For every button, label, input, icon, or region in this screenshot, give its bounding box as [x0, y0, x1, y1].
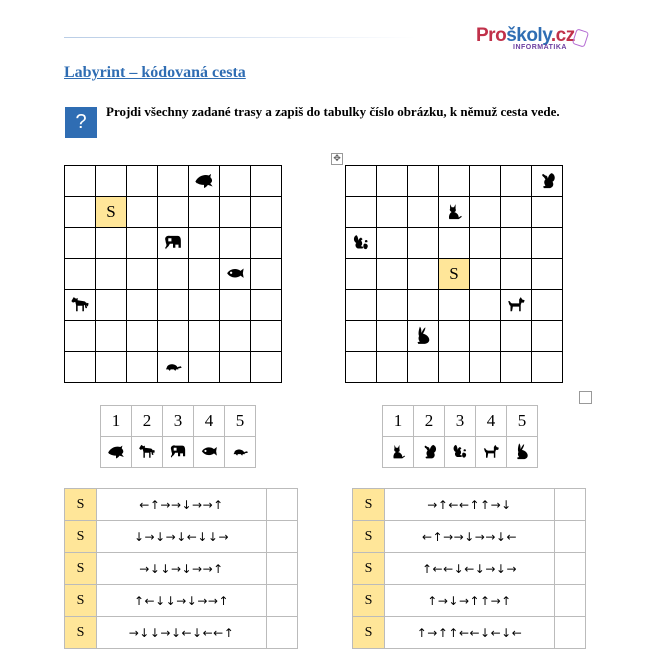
dog-icon [481, 442, 501, 462]
fish-icon [224, 263, 246, 285]
legend-number: 3 [163, 406, 194, 437]
grid-cell-horse [65, 290, 96, 321]
grid-cell-elephant [158, 228, 189, 259]
route-sequence: →↓↓→↓→→↑ [97, 553, 267, 585]
grid-cell [532, 197, 563, 228]
grid-cell [501, 166, 532, 197]
squirrel-nut-icon [450, 442, 470, 462]
legend-icon-cell [225, 437, 256, 468]
grid-cell [470, 228, 501, 259]
grid-cell [65, 352, 96, 383]
legend-number: 2 [414, 406, 445, 437]
grid-row [346, 228, 563, 259]
grid-cell [65, 197, 96, 228]
grid-cell [532, 290, 563, 321]
legend-number: 5 [225, 406, 256, 437]
route-row [65, 553, 298, 585]
grid-cell [189, 290, 220, 321]
answer-cell[interactable] [555, 617, 586, 649]
answer-cell[interactable] [267, 617, 298, 649]
grid-cell [439, 321, 470, 352]
legend-icon-cell [132, 437, 163, 468]
grid-cell [470, 197, 501, 228]
cat-icon [443, 201, 465, 223]
grid-cell [346, 352, 377, 383]
grid-cell [346, 290, 377, 321]
answer-cell[interactable] [555, 489, 586, 521]
legend-number: 1 [101, 406, 132, 437]
squirrel-nut-icon [350, 232, 372, 254]
grid-cell [251, 228, 282, 259]
grid-cell [127, 259, 158, 290]
grid-cell-rabbit [408, 321, 439, 352]
grid-cell [189, 321, 220, 352]
grid-cell [220, 290, 251, 321]
grid-cell [408, 166, 439, 197]
grid-cell-fish [220, 259, 251, 290]
grid-cell [220, 352, 251, 383]
legend-number: 4 [194, 406, 225, 437]
grid-cell [377, 197, 408, 228]
table-resize-handle[interactable] [579, 391, 592, 404]
answer-cell[interactable] [267, 585, 298, 617]
route-start-label: S [353, 489, 385, 521]
grid-cell [501, 259, 532, 290]
legend-table-1 [100, 405, 256, 468]
grid-cell [220, 321, 251, 352]
dog-icon [505, 294, 527, 316]
grid-cell [532, 228, 563, 259]
grid-cell [346, 259, 377, 290]
grid-cell [408, 290, 439, 321]
grid-row [346, 259, 563, 290]
grid-cell [220, 166, 251, 197]
grid-cell [189, 228, 220, 259]
grid-cell-dog [501, 290, 532, 321]
grid-cell [346, 321, 377, 352]
route-sequence: ↑→↑↑←←↓←↓← [385, 617, 555, 649]
route-row [353, 553, 586, 585]
grid-cell [377, 321, 408, 352]
legend-number: 4 [476, 406, 507, 437]
table-move-handle-icon[interactable]: ✥ [331, 153, 343, 165]
turtle-icon [230, 442, 250, 462]
grid-row [65, 352, 282, 383]
route-sequence: ↑→↓→↑↑→↑ [385, 585, 555, 617]
grid-row [65, 197, 282, 228]
route-sequence: →↑←←↑↑→↓ [385, 489, 555, 521]
routes-table-2 [352, 488, 586, 649]
route-sequence: ←↑→→↓→→↑ [97, 489, 267, 521]
grid-cell [501, 352, 532, 383]
grid-cell [346, 166, 377, 197]
rabbit-icon [412, 325, 434, 347]
logo-text: Proškoly.cz [476, 25, 575, 46]
question-icon: ? [65, 107, 97, 138]
grid-cell [158, 321, 189, 352]
grid-row [346, 352, 563, 383]
grid-cell-squirrel-nut [346, 228, 377, 259]
fish-icon [199, 442, 219, 462]
squirrel-icon [419, 442, 439, 462]
answer-cell[interactable] [267, 553, 298, 585]
grid-cell [127, 166, 158, 197]
route-sequence: →↓↓→↓←↓←←↑ [97, 617, 267, 649]
grid-cell [470, 321, 501, 352]
grid-cell [377, 166, 408, 197]
horse-icon [69, 294, 91, 316]
grid-row [65, 166, 282, 197]
legend-numbers-row [383, 406, 538, 437]
maze-grid-2 [345, 165, 563, 383]
grid-row [346, 166, 563, 197]
legend-number: 2 [132, 406, 163, 437]
grid-cell [377, 290, 408, 321]
grid-cell [439, 290, 470, 321]
grid-cell [220, 228, 251, 259]
route-start-label: S [353, 585, 385, 617]
task-instruction: Projdi všechny zadané trasy a zapiš do tabulky číslo obrázku, k němuž cesta vede. [106, 104, 560, 119]
grid-row [65, 228, 282, 259]
grid-cell [189, 197, 220, 228]
route-start-label: S [65, 489, 97, 521]
maze-grid-1 [64, 165, 282, 383]
grid-cell [96, 290, 127, 321]
grid-cell [408, 259, 439, 290]
grid-cell [470, 290, 501, 321]
grid-cell [127, 321, 158, 352]
grid-cell [189, 259, 220, 290]
header-rule [64, 37, 416, 38]
grid-row [346, 290, 563, 321]
grid-row [65, 321, 282, 352]
grid-cell-turtle [158, 352, 189, 383]
legend-icon-cell [194, 437, 225, 468]
route-start-label: S [65, 521, 97, 553]
grid-cell [470, 259, 501, 290]
answer-cell[interactable] [555, 553, 586, 585]
grid-cell [408, 352, 439, 383]
route-start-label: S [65, 585, 97, 617]
grid-cell-dolphin [189, 166, 220, 197]
legend-icon-cell [507, 437, 538, 468]
grid-cell [251, 290, 282, 321]
grid-cell [189, 352, 220, 383]
page-title: Labyrint – kódovaná cesta [64, 64, 246, 81]
legend-icons-row [101, 437, 256, 468]
legend-number: 1 [383, 406, 414, 437]
grid-cell [220, 197, 251, 228]
grid-cell [127, 290, 158, 321]
legend-icon-cell [445, 437, 476, 468]
squirrel-icon [536, 170, 558, 192]
grid-cell [377, 228, 408, 259]
grid-cell [532, 352, 563, 383]
proskoly-logo[interactable] [476, 26, 588, 52]
legend-number: 5 [507, 406, 538, 437]
route-start-label: S [65, 617, 97, 649]
grid-cell [439, 352, 470, 383]
grid-cell [532, 259, 563, 290]
grid-cell [127, 228, 158, 259]
grid-cell-squirrel [532, 166, 563, 197]
legend-icon-cell [414, 437, 445, 468]
grid-cell [65, 321, 96, 352]
grid-cell [408, 228, 439, 259]
grid-cell [470, 166, 501, 197]
horse-icon [137, 442, 157, 462]
grid-cell [251, 352, 282, 383]
answer-cell[interactable] [555, 521, 586, 553]
grid-cell [65, 166, 96, 197]
route-sequence: ↓→↓→↓←↓↓→ [97, 521, 267, 553]
grid-cell [96, 352, 127, 383]
grid-cell [501, 228, 532, 259]
legend-icon-cell [476, 437, 507, 468]
grid-cell [439, 228, 470, 259]
answer-cell[interactable] [555, 585, 586, 617]
grid-cell [346, 197, 377, 228]
grid-cell [251, 166, 282, 197]
grid-cell [158, 290, 189, 321]
route-row [65, 521, 298, 553]
grid-cell [501, 321, 532, 352]
dolphin-icon [106, 442, 126, 462]
elephant-icon [162, 232, 184, 254]
route-row [353, 489, 586, 521]
grid-cell [377, 352, 408, 383]
grid-cell [408, 197, 439, 228]
grid-cell [470, 352, 501, 383]
route-start-label: S [353, 617, 385, 649]
route-row [65, 489, 298, 521]
cat-icon [388, 442, 408, 462]
route-start-label: S [65, 553, 97, 585]
grid-cell [439, 166, 470, 197]
legend-number: 3 [445, 406, 476, 437]
dolphin-icon [193, 170, 215, 192]
rabbit-icon [512, 442, 532, 462]
turtle-icon [162, 356, 184, 378]
grid-cell [158, 259, 189, 290]
grid-row [346, 321, 563, 352]
grid-cell [501, 197, 532, 228]
route-row [65, 585, 298, 617]
grid-cell [251, 259, 282, 290]
route-start-label: S [353, 553, 385, 585]
grid-cell [127, 197, 158, 228]
legend-icons-row [383, 437, 538, 468]
grid-cell [96, 228, 127, 259]
legend-icon-cell [101, 437, 132, 468]
route-start-label: S [353, 521, 385, 553]
answer-cell[interactable] [267, 521, 298, 553]
grid-cell-cat [439, 197, 470, 228]
answer-cell[interactable] [267, 489, 298, 521]
grid-cell [251, 321, 282, 352]
grid-cell [251, 197, 282, 228]
legend-icon-cell [163, 437, 194, 468]
route-row [65, 617, 298, 649]
route-sequence: ↑←↓↓→↓→→↑ [97, 585, 267, 617]
route-row [353, 617, 586, 649]
grid-row [65, 290, 282, 321]
grid-cell [65, 259, 96, 290]
start-cell: S [439, 259, 470, 290]
legend-table-2 [382, 405, 538, 468]
start-cell: S [96, 197, 127, 228]
route-row [353, 521, 586, 553]
routes-table-1 [64, 488, 298, 649]
elephant-icon [168, 442, 188, 462]
route-row [353, 585, 586, 617]
grid-cell [532, 321, 563, 352]
grid-cell [158, 166, 189, 197]
grid-cell [96, 259, 127, 290]
route-sequence: ↑←←↓←↓→↓→ [385, 553, 555, 585]
grid-row [65, 259, 282, 290]
grid-cell [96, 166, 127, 197]
grid-cell [158, 197, 189, 228]
legend-icon-cell [383, 437, 414, 468]
route-sequence: ←↑→→↓→→↓← [385, 521, 555, 553]
grid-cell [377, 259, 408, 290]
grid-cell [96, 321, 127, 352]
legend-numbers-row [101, 406, 256, 437]
grid-row [346, 197, 563, 228]
logo-subtitle: INFORMATIKA [513, 44, 567, 51]
grid-cell [127, 352, 158, 383]
grid-cell [65, 228, 96, 259]
